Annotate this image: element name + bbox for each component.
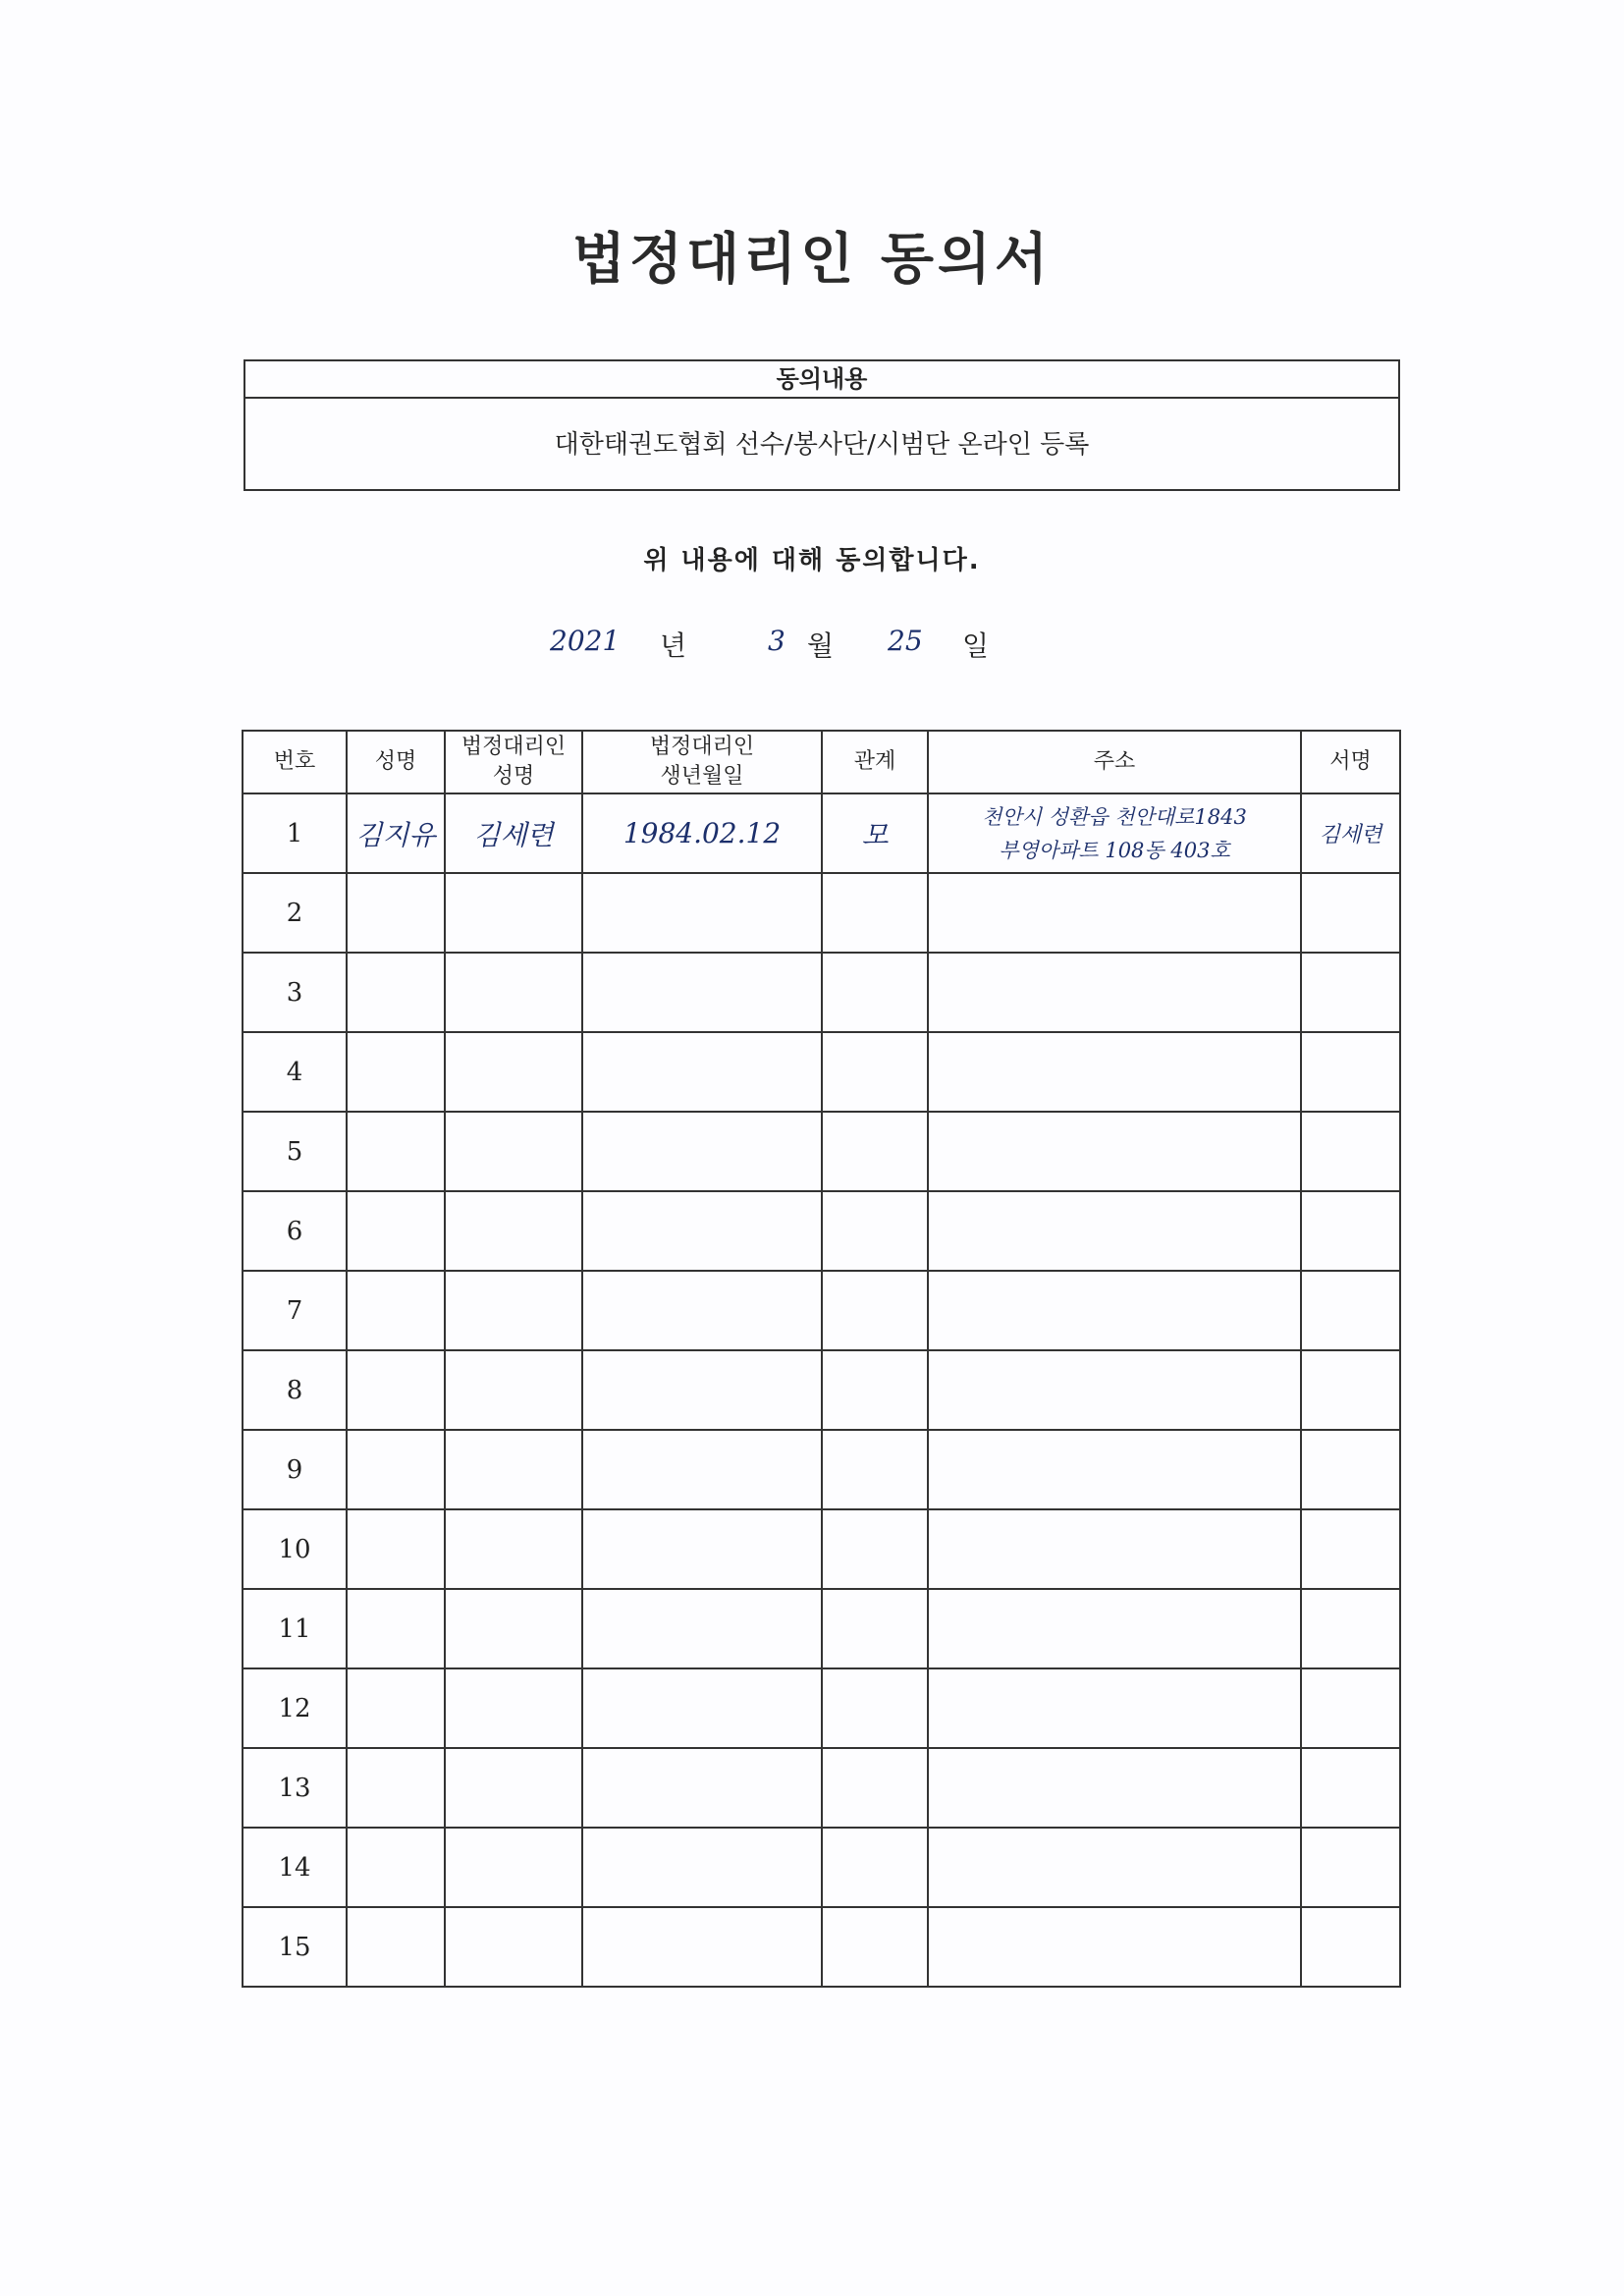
consent-header: 동의내용 — [245, 361, 1398, 399]
cell-name — [347, 1907, 445, 1987]
cell-guardian-name — [445, 1271, 582, 1350]
cell-guardian-name — [445, 1907, 582, 1987]
date-year-value: 2021 — [550, 625, 621, 657]
cell-name — [347, 1271, 445, 1350]
header-relation: 관계 — [822, 731, 928, 793]
cell-name — [347, 1748, 445, 1828]
date-year-unit: 년 — [660, 629, 687, 662]
row-number: 12 — [243, 1668, 347, 1748]
cell-relation — [822, 1032, 928, 1112]
cell-guardian-name — [445, 1350, 582, 1430]
cell-signature — [1301, 1509, 1400, 1589]
header-address: 주소 — [928, 731, 1301, 793]
cell-address — [928, 1430, 1301, 1509]
cell-guardian-birth — [582, 1350, 822, 1430]
cell-relation — [822, 1907, 928, 1987]
cell-name — [347, 953, 445, 1032]
date-month-value: 3 — [768, 625, 785, 657]
cell-relation: 모 — [822, 793, 928, 873]
row-number: 4 — [243, 1032, 347, 1112]
address-line-2: 부영아파트 108동 403호 — [999, 838, 1230, 862]
row-number: 7 — [243, 1271, 347, 1350]
cell-guardian-birth — [582, 1191, 822, 1271]
cell-relation — [822, 1350, 928, 1430]
cell-guardian-name — [445, 953, 582, 1032]
cell-relation — [822, 1589, 928, 1668]
cell-name — [347, 1509, 445, 1589]
cell-address — [928, 873, 1301, 953]
row-number: 9 — [243, 1430, 347, 1509]
row-number: 13 — [243, 1748, 347, 1828]
cell-address — [928, 793, 1301, 873]
cell-signature — [1301, 1191, 1400, 1271]
cell-name — [347, 1430, 445, 1509]
cell-guardian-birth — [582, 1589, 822, 1668]
table-row — [243, 1748, 1400, 1828]
cell-guardian-birth — [582, 1430, 822, 1509]
cell-name — [347, 873, 445, 953]
table-row — [243, 873, 1400, 953]
cell-guardian-birth — [582, 873, 822, 953]
cell-signature — [1301, 873, 1400, 953]
cell-name — [347, 1032, 445, 1112]
cell-guardian-name — [445, 1112, 582, 1191]
table-row — [243, 1828, 1400, 1907]
table-row — [243, 1509, 1400, 1589]
cell-relation — [822, 1828, 928, 1907]
cell-address — [928, 1748, 1301, 1828]
cell-address — [928, 1032, 1301, 1112]
cell-name — [347, 1112, 445, 1191]
cell-relation — [822, 1271, 928, 1350]
table-header-row — [243, 731, 1400, 793]
row-number: 6 — [243, 1191, 347, 1271]
cell-guardian-name — [445, 1748, 582, 1828]
header-name: 성명 — [347, 731, 445, 793]
cell-relation — [822, 1509, 928, 1589]
cell-signature — [1301, 953, 1400, 1032]
table-row — [243, 1191, 1400, 1271]
cell-name — [347, 1191, 445, 1271]
cell-signature — [1301, 1668, 1400, 1748]
cell-relation — [822, 1748, 928, 1828]
cell-guardian-name — [445, 1191, 582, 1271]
cell-relation — [822, 873, 928, 953]
cell-signature — [1301, 1430, 1400, 1509]
cell-guardian-birth — [582, 1748, 822, 1828]
cell-relation — [822, 1668, 928, 1748]
cell-guardian-name — [445, 1668, 582, 1748]
cell-guardian-birth — [582, 1032, 822, 1112]
table-row — [243, 1907, 1400, 1987]
row-number: 1 — [243, 793, 347, 873]
cell-signature — [1301, 1828, 1400, 1907]
cell-name — [347, 1828, 445, 1907]
header-number: 번호 — [243, 731, 347, 793]
cell-signature — [1301, 1032, 1400, 1112]
row-number: 15 — [243, 1907, 347, 1987]
table-row — [243, 1589, 1400, 1668]
document-title: 법정대리인 동의서 — [571, 228, 1053, 292]
table-row — [243, 1350, 1400, 1430]
date-day-value: 25 — [888, 625, 923, 657]
cell-address — [928, 1589, 1301, 1668]
header-signature: 서명 — [1301, 731, 1400, 793]
row-number: 8 — [243, 1350, 347, 1430]
cell-signature — [1301, 1589, 1400, 1668]
cell-relation — [822, 1112, 928, 1191]
cell-address — [928, 1191, 1301, 1271]
cell-name — [347, 1350, 445, 1430]
cell-address — [928, 1271, 1301, 1350]
cell-guardian-name — [445, 1828, 582, 1907]
cell-address — [928, 1350, 1301, 1430]
cell-address — [928, 953, 1301, 1032]
cell-guardian-name — [445, 873, 582, 953]
cell-guardian-birth — [582, 1112, 822, 1191]
row-number: 3 — [243, 953, 347, 1032]
table-row — [243, 1271, 1400, 1350]
date-line — [550, 625, 1237, 674]
table-body — [243, 793, 1400, 1987]
header-guardian-name: 법정대리인 성명 — [445, 731, 582, 793]
header-guardian-birth: 법정대리인 생년월일 — [582, 731, 822, 793]
consent-box — [244, 359, 1400, 491]
cell-guardian-birth — [582, 1668, 822, 1748]
cell-relation — [822, 953, 928, 1032]
table-row — [243, 1430, 1400, 1509]
cell-relation — [822, 1430, 928, 1509]
table-row — [243, 1112, 1400, 1191]
cell-guardian-birth — [582, 953, 822, 1032]
cell-guardian-birth — [582, 1828, 822, 1907]
cell-guardian-birth — [582, 1907, 822, 1987]
row-number: 10 — [243, 1509, 347, 1589]
cell-signature — [1301, 1112, 1400, 1191]
table-row — [243, 793, 1400, 873]
cell-guardian-birth — [582, 1509, 822, 1589]
cell-guardian-name — [445, 1509, 582, 1589]
cell-address — [928, 1509, 1301, 1589]
cell-guardian-name — [445, 1430, 582, 1509]
cell-signature — [1301, 1271, 1400, 1350]
row-number: 11 — [243, 1589, 347, 1668]
cell-name — [347, 1668, 445, 1748]
cell-guardian-birth — [582, 1271, 822, 1350]
cell-guardian-birth: 1984.02.12 — [582, 793, 822, 873]
row-number: 14 — [243, 1828, 347, 1907]
date-month-unit: 월 — [807, 629, 835, 662]
cell-guardian-name — [445, 1032, 582, 1112]
cell-address — [928, 1112, 1301, 1191]
cell-name: 김지유 — [347, 793, 445, 873]
cell-signature — [1301, 1907, 1400, 1987]
cell-address — [928, 1668, 1301, 1748]
table-row — [243, 1032, 1400, 1112]
row-number: 5 — [243, 1112, 347, 1191]
address-line-1: 천안시 성환읍 천안대로1843 — [982, 804, 1247, 829]
cell-name — [347, 1589, 445, 1668]
table-row — [243, 1668, 1400, 1748]
table-row — [243, 953, 1400, 1032]
cell-signature — [1301, 1748, 1400, 1828]
consent-content: 대한태권도협회 선수/봉사단/시범단 온라인 등록 — [554, 430, 1090, 460]
row-number: 2 — [243, 873, 347, 953]
cell-signature: 김세련 — [1301, 793, 1400, 873]
cell-address — [928, 1828, 1301, 1907]
guardian-table — [242, 730, 1401, 1988]
cell-signature — [1301, 1350, 1400, 1430]
cell-guardian-name — [445, 1589, 582, 1668]
agreement-statement: 위 내용에 대해 동의합니다. — [643, 546, 981, 575]
cell-guardian-name: 김세련 — [445, 793, 582, 873]
date-day-unit: 일 — [962, 629, 990, 662]
cell-relation — [822, 1191, 928, 1271]
cell-address — [928, 1907, 1301, 1987]
